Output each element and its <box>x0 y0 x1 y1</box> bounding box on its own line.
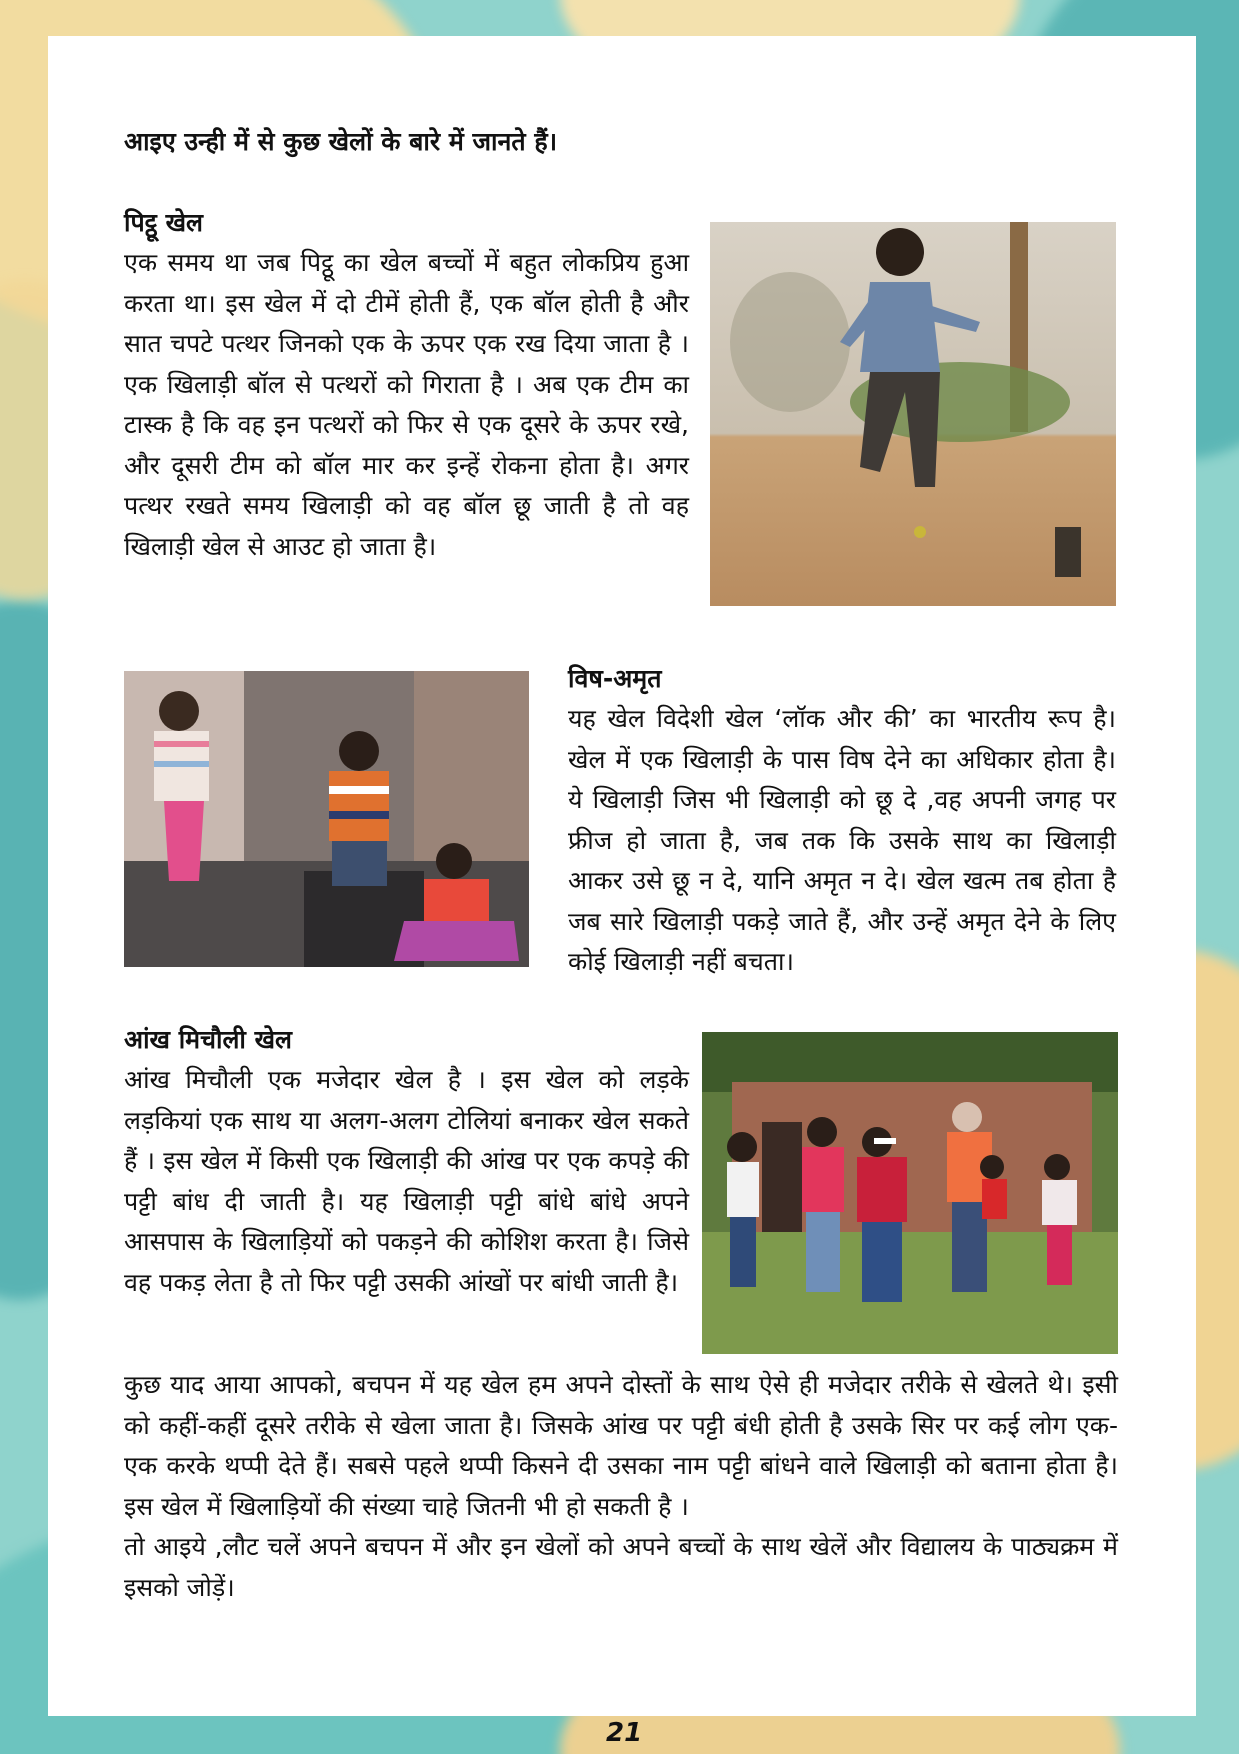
section-pitthu <box>124 203 689 567</box>
section-aankh-michauli <box>124 1020 689 1303</box>
section-body: आंख मिचौली एक मजेदार खेल है । इस खेल को लड़के लड़कियां एक साथ या अलग-अलग टोलियां बनाकर खेल सकते हैं । इस खेल में किसी एक खिलाड़ी की आंख पर एक कपड़े की पट्टी बांध दी जाती है। यह खिलाड़ी पट्टी बांधे बांधे अपने आसपास के खिलाड़ियों को पकड़ने की कोशिश करता है। जिसे वह पकड़ लेता है तो फिर पट्टी उसकी आंखों पर बांधी जाती है। <box>124 1065 689 1297</box>
section-body: यह खेल विदेशी खेल ‘लॉक और की’ का भारतीय रूप है। खेल में एक खिलाड़ी के पास विष देने का अधिकार होता है। ये खिलाड़ी जिस भी खिलाड़ी को छू दे ,वह अपनी जगह पर फ्रीज हो जाता है, जब तक कि उसके साथ का खिलाड़ी आकर उसे छू न दे, यानि अमृत न दे। खेल खत्म तब होता है जब सारे खिलाड़ी पकड़े जाते हैं, और उन्हें अमृत देने के लिए कोई खिलाड़ी नहीं बचता। <box>568 704 1116 976</box>
closing-paragraph-1: कुछ याद आया आपको, बचपन में यह खेल हम अपने दोस्तों के साथ ऐसे ही मजेदार तरीके से खेलते थे। इसी को कहीं-कहीं दूसरे तरीके से खेला जाता है। जिसके आंख पर पट्टी बंधी होती है उसके सिर पर कई लोग एक-एक करके थप्पी देते हैं। सबसे पहले थप्पी किसने दी उसका नाम पट्टी बांधने वाले खिलाड़ी को बताना होता है। इस खेल में खिलाड़ियों की संख्या चाहे जितनी भी हो सकती है । <box>124 1370 1118 1521</box>
section-body: एक समय था जब पिट्ठू का खेल बच्चों में बहुत लोकप्रिय हुआ करता था। इस खेल में दो टीमें होती हैं, एक बॉल होती है और सात चपटे पत्थर जिनको एक के ऊपर एक रख दिया जाता है । एक खिलाड़ी बॉल से पत्थरों को गिराता है । अब एक टीम का टास्क है कि वह इन पत्थरों को फिर से एक दूसरे के ऊपर रखे, और दूसरी टीम को बॉल मार कर इन्हें रोकना होता है। अगर पत्थर रखते समय खिलाड़ी को वह बॉल छू जाती है तो वह खिलाड़ी खेल से आउट हो जाता है। <box>124 248 689 561</box>
intro-heading: आइए उन्ही में से कुछ खेलों के बारे में जानते हैं। <box>124 127 558 156</box>
photo-family-blindfold-game <box>702 1032 1118 1354</box>
photo-children-playing <box>124 671 529 967</box>
photo-boy-throwing-ball <box>710 222 1116 606</box>
closing-paragraph-2: तो आइये ,लौट चलें अपने बचपन में और इन खेलों को अपने बच्चों के साथ खेलें और विद्यालय के पाठ्यक्रम में इसको जोड़ें। <box>124 1532 1118 1602</box>
section-vish-amrit <box>568 659 1116 983</box>
section-heading: पिट्ठू खेल <box>124 208 204 237</box>
section-heading: विष-अमृत <box>568 664 662 693</box>
section-heading: आंख मिचौली खेल <box>124 1025 293 1054</box>
page-number: 21 <box>606 1718 643 1748</box>
closing-text <box>124 1365 1118 1608</box>
